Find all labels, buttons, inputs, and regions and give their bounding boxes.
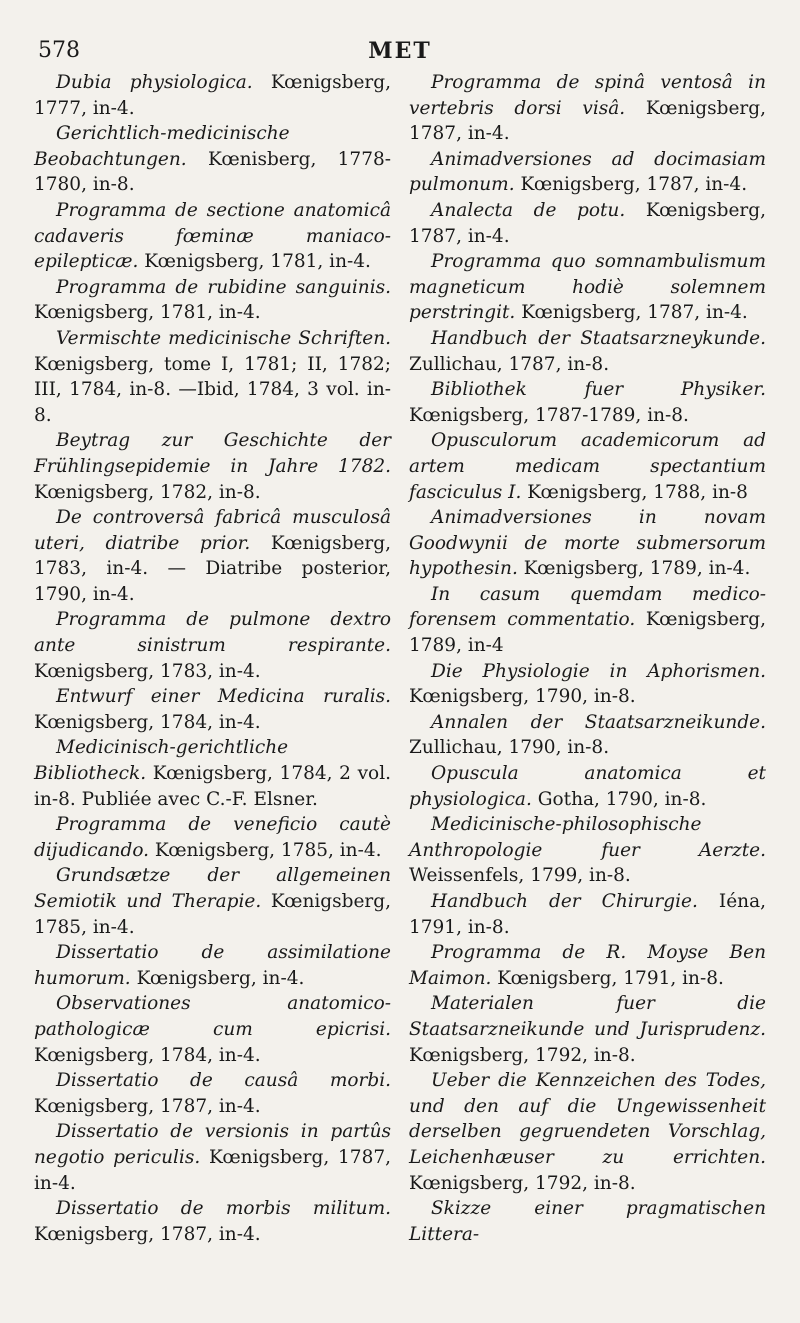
bibliography-entry bbox=[34, 1068, 391, 1119]
entry-details: Kœnigsberg, 1782, in-8. bbox=[34, 481, 261, 503]
bibliography-entry bbox=[409, 659, 766, 710]
bibliography-entry bbox=[409, 147, 766, 198]
entry-title: Programma de rubidine sanguinis. bbox=[56, 276, 391, 298]
bibliography-entry bbox=[34, 1119, 391, 1196]
entry-title: Handbuch der Chirurgie. bbox=[431, 891, 698, 912]
entry-title: Programma quo somnambulismum magneticum hodiè solemnem perstringit. bbox=[409, 251, 766, 324]
bibliography-entry bbox=[409, 70, 766, 147]
page-number: 578 bbox=[38, 38, 80, 63]
entry-title: Dissertatio de causâ morbi. bbox=[56, 1070, 391, 1092]
entry-details: Weissenfels, 1799, in-8. bbox=[409, 865, 631, 887]
bibliography-entry bbox=[34, 70, 391, 121]
entry-details: Kœnigsberg, 1787-1789, in-8. bbox=[409, 404, 689, 426]
entry-details: Kœnigsberg, 1787, in-4. bbox=[514, 174, 748, 196]
bibliography-entry bbox=[34, 1196, 391, 1247]
entry-details: Zullichau, 1790, in-8. bbox=[409, 737, 610, 759]
bibliography-entry bbox=[409, 249, 766, 326]
entry-details: Kœnigsberg, tome I, 1781; II, 1782; III, 1784, in-8. —Ibid, 1784, 3 vol. in-8. bbox=[34, 353, 391, 426]
entry-title: Grundsætze der allgemeinen Semiotik und Therapie. bbox=[34, 865, 391, 912]
entry-details: Kœnigsberg, 1777, in-4. bbox=[34, 72, 391, 119]
bibliography-entry bbox=[409, 198, 766, 249]
bibliography-entry bbox=[409, 812, 766, 889]
entry-title: Opuscula anatomica et physiologica. bbox=[409, 763, 766, 810]
bibliography-entry bbox=[34, 684, 391, 735]
entry-title: Programma de pulmone dextro ante sinistrum respirante. bbox=[34, 609, 391, 657]
entry-details: Kœnigsberg, 1792, in-8. bbox=[409, 1172, 636, 1194]
bibliography-entry bbox=[34, 326, 391, 428]
entry-title: Opusculorum academicorum ad artem medicam spectantium fasciculus I. bbox=[409, 430, 766, 503]
bibliography-entry bbox=[34, 428, 391, 505]
bibliography-entry bbox=[409, 428, 766, 505]
left-column bbox=[34, 70, 391, 1247]
bibliography-columns bbox=[34, 70, 766, 1247]
entry-details: Kœnigsberg, 1783, in-4. — Diatribe posterior, 1790, in-4. bbox=[34, 532, 391, 605]
entry-title: Beytrag zur Geschichte der Frühlingsepidemie in Jahre 1782. bbox=[34, 430, 391, 477]
entry-title: De controversâ fabricâ musculosâ uteri, diatribe prior. bbox=[34, 507, 391, 554]
entry-details: Gotha, 1790, in-8. bbox=[531, 788, 707, 810]
entry-details: Kœnigsberg, 1791, in-8. bbox=[491, 967, 724, 989]
bibliography-entry bbox=[409, 889, 766, 940]
entry-details: Kœnigsberg, 1784, 2 vol. in-8. Publiée avec C.-F. Elsner. bbox=[34, 763, 391, 810]
entry-title: Bibliothek fuer Physiker. bbox=[431, 379, 766, 401]
bibliography-entry bbox=[34, 735, 391, 812]
entry-title: Dissertatio de versionis in partûs negotio periculis. bbox=[34, 1121, 391, 1168]
entry-title: In casum quemdam medico-forensem commentatio. bbox=[409, 583, 766, 631]
entry-title: Skizze einer pragmatischen Littera- bbox=[409, 1198, 766, 1245]
bibliography-entry bbox=[34, 275, 391, 326]
entry-details: Kœnigsberg, in-4. bbox=[130, 967, 305, 989]
bibliography-entry bbox=[409, 1068, 766, 1196]
entry-details: Kœnigsberg, 1784, in-4. bbox=[34, 711, 261, 733]
entry-title: Dissertatio de assimilatione humorum. bbox=[34, 942, 391, 989]
bibliography-entry bbox=[34, 121, 391, 198]
page-header bbox=[34, 30, 766, 70]
entry-details: Kœnigsberg, 1781, in-4. bbox=[34, 302, 261, 324]
entry-title: Ueber die Kennzeichen des Todes, und den auf die Ungewissenheit derselben gegruendeten Vorschlag, Leichenhæuser zu errichten. bbox=[409, 1070, 766, 1168]
entry-title: Medicinisch-gerichtliche Bibliotheck. bbox=[34, 737, 289, 785]
bibliography-entry bbox=[34, 198, 391, 275]
entry-details: Kœnisberg, 1778-1780, in-8. bbox=[34, 148, 391, 196]
bibliography-entry bbox=[34, 812, 391, 863]
entry-details: Kœnigsberg, 1788, in-8 bbox=[521, 481, 748, 503]
bibliography-entry bbox=[34, 991, 391, 1068]
entry-title: Dissertatio de morbis militum. bbox=[56, 1198, 391, 1220]
entry-title: Handbuch der Staatsarzneykunde. bbox=[431, 327, 766, 349]
entry-title: Animadversiones in novam Goodwynii de morte submersorum hypothesin. bbox=[409, 507, 766, 580]
bibliography-entry bbox=[34, 863, 391, 940]
entry-title: Dubia physiologica. bbox=[56, 72, 253, 93]
entry-title: Programma de spinâ ventosâ in vertebris dorsi visâ. bbox=[409, 72, 766, 119]
entry-details: Iéna, 1791, in-8. bbox=[409, 891, 766, 938]
entry-title: Materialen fuer die Staatsarzneikunde und Jurisprudenz. bbox=[409, 993, 766, 1040]
running-head: MET bbox=[368, 38, 432, 64]
entry-details: Kœnigsberg, 1787, in-4. bbox=[409, 97, 766, 145]
bibliography-entry bbox=[409, 761, 766, 812]
bibliography-entry bbox=[409, 1196, 766, 1247]
bibliography-entry bbox=[409, 991, 766, 1068]
entry-title: Animadversiones ad docimasiam pulmonum. bbox=[409, 148, 766, 196]
entry-title: Vermischte medicinische Schriften. bbox=[56, 327, 391, 349]
entry-details: Kœnigsberg, 1789, in-4. bbox=[517, 558, 751, 580]
bibliography-entry bbox=[34, 505, 391, 607]
entry-details: Kœnigsberg, 1781, in-4. bbox=[138, 251, 371, 273]
right-column bbox=[409, 70, 766, 1247]
bibliography-entry bbox=[409, 505, 766, 582]
entry-details: Kœnigsberg, 1790, in-8. bbox=[409, 686, 636, 708]
entry-details: Kœnigsberg, 1787, in-4. bbox=[34, 1146, 391, 1194]
entry-details: Kœnigsberg, 1787, in-4. bbox=[34, 1223, 261, 1245]
entry-details: Kœnigsberg, 1784, in-4. bbox=[34, 1044, 261, 1066]
entry-title: Gerichtlich-medicinische Beobachtungen. bbox=[34, 123, 290, 170]
entry-title: Die Physiologie in Aphorismen. bbox=[431, 660, 766, 682]
bibliography-entry bbox=[34, 940, 391, 991]
entry-title: Programma de sectione anatomicâ cadaveris fœminæ maniaco-epilepticæ. bbox=[34, 199, 391, 273]
entry-title: Analecta de potu. bbox=[431, 199, 626, 221]
bibliography-entry bbox=[409, 326, 766, 377]
entry-details: Kœnigsberg, 1785, in-4. bbox=[34, 891, 391, 938]
entry-details: Kœnigsberg, 1787, in-4. bbox=[409, 199, 766, 247]
entry-title: Programma de veneficio cautè dijudicando. bbox=[34, 814, 391, 861]
bibliography-entry bbox=[409, 940, 766, 991]
entry-details: Kœnigsberg, 1785, in-4. bbox=[149, 839, 382, 861]
entry-title: Programma de R. Moyse Ben Maimon. bbox=[409, 942, 766, 989]
entry-title: Annalen der Staatsarzneikunde. bbox=[431, 711, 766, 733]
entry-title: Medicinische-philosophische Anthropologie fuer Aerzte. bbox=[409, 814, 766, 861]
entry-details: Kœnigsberg, 1783, in-4. bbox=[34, 660, 261, 682]
entry-details: Kœnigsberg, 1789, in-4 bbox=[409, 609, 766, 657]
entry-details: Zullichau, 1787, in-8. bbox=[409, 353, 610, 375]
bibliography-entry bbox=[409, 377, 766, 428]
entry-details: Kœnigsberg, 1792, in-8. bbox=[409, 1044, 636, 1066]
entry-details: Kœnigsberg, 1787, in-4. bbox=[34, 1095, 261, 1117]
bibliography-entry bbox=[409, 710, 766, 761]
entry-title: Observationes anatomico-pathologicæ cum epicrisi. bbox=[34, 993, 391, 1040]
entry-details: Kœnigsberg, 1787, in-4. bbox=[515, 302, 748, 324]
bibliography-entry bbox=[409, 582, 766, 659]
entry-title: Entwurf einer Medicina ruralis. bbox=[56, 686, 391, 708]
bibliography-entry bbox=[34, 607, 391, 684]
